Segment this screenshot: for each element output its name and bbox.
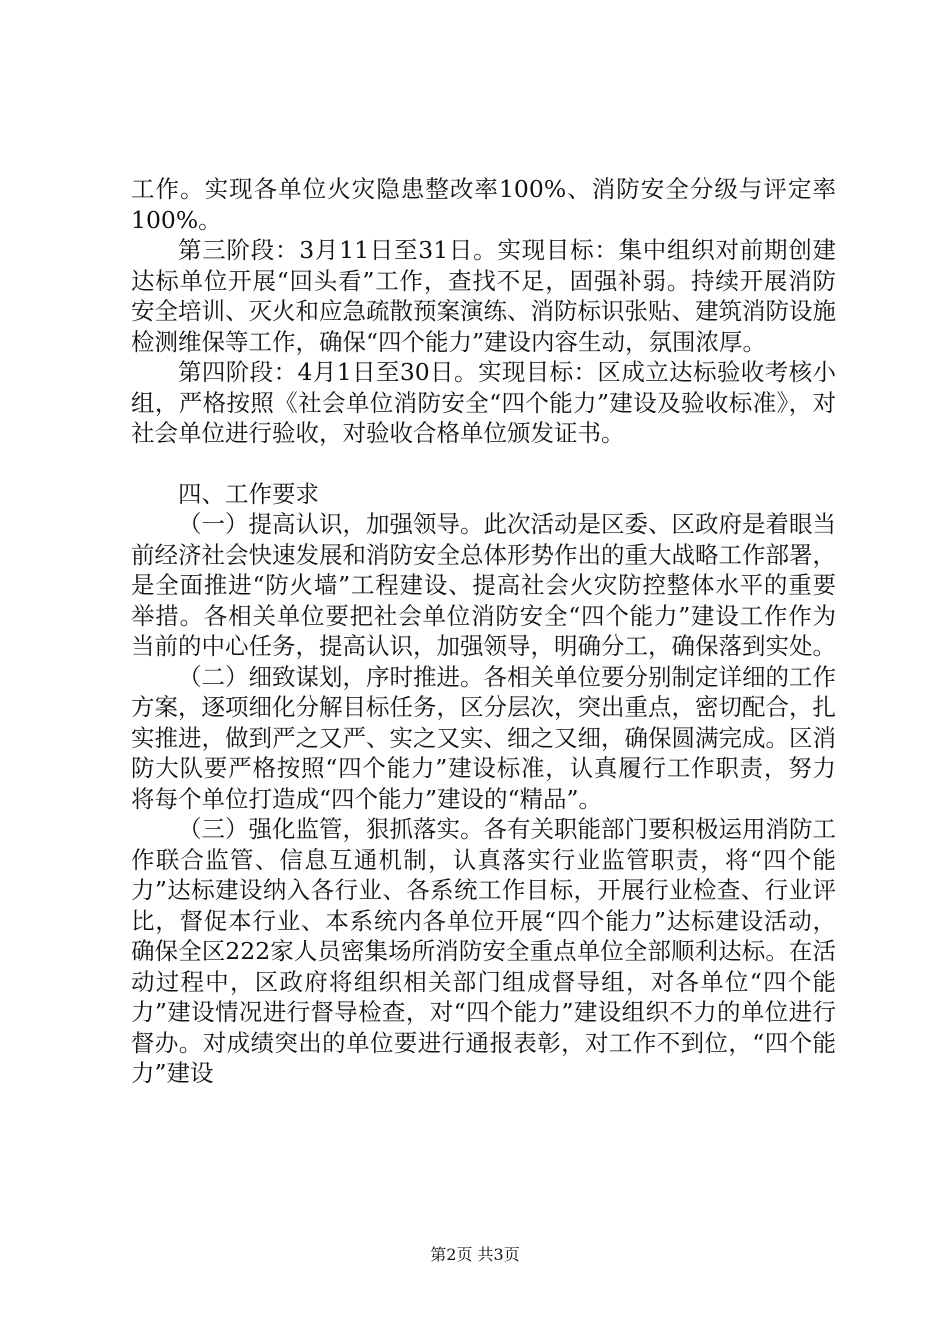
page-number-footer: 第2页 共3页 [430,1245,520,1264]
section-heading-work-requirements: 四、工作要求 [178,479,319,508]
paragraph-requirement-two: （二）细致谋划，序时推进。各相关单位要分别制定详细的工作方案，逐项细化分解目标任务，区分层次，突出重点，密切配合，扎实推进，做到严之又严、实之又实、细之又细，确保圆满完成。区消防大队要严格按照“四个能力”建设标准，认真履行工作职责，努力将每个单位打造成“四个能力”建设的“精品”。 [131,662,836,813]
paragraph-phase-three: 第三阶段：3月11日至31日。实现目标：集中组织对前期创建达标单位开展“回头看”工作，查找不足，固强补弱。持续开展消防安全培训、灭火和应急疏散预案演练、消防标识张贴、建筑消防设施检测维保等工作，确保“四个能力”建设内容生动，氛围浓厚。 [131,236,836,356]
paragraph-continuation: 工作。实现各单位火灾隐患整改率100%、消防安全分级与评定率100%。 [131,175,836,234]
paragraph-requirement-one: （一）提高认识，加强领导。此次活动是区委、区政府是着眼当前经济社会快速发展和消防安全总体形势作出的重大战略工作部署，是全面推进“防火墙”工程建设、提高社会火灾防控整体水平的重要举措。各相关单位要把社会单位消防安全“四个能力”建设工作作为当前的中心任务，提高认识，加强领导，明确分工，确保落到实处。 [131,510,836,660]
paragraph-requirement-three: （三）强化监管，狠抓落实。各有关职能部门要积极运用消防工作联合监管、信息互通机制，认真落实行业监管职责，将“四个能力”达标建设纳入各行业、各系统工作目标，开展行业检查、行业评比，督促本行业、本系统内各单位开展“四个能力”达标建设活动，确保全区222家人员密集场所消防安全重点单位全部顺利达标。在活动过程中，区政府将组织相关部门组成督导组，对各单位“四个能力”建设情况进行督导检查，对“四个能力”建设组织不力的单位进行督办。对成绩突出的单位要进行通报表彰，对工作不到位，“四个能力”建设 [131,815,836,1087]
document-body [131,174,836,1089]
paragraph-phase-four: 第四阶段：4月1日至30日。实现目标：区成立达标验收考核小组，严格按照《社会单位消防安全“四个能力”建设及验收标准》，对社会单位进行验收，对验收合格单位颁发证书。 [131,358,836,447]
